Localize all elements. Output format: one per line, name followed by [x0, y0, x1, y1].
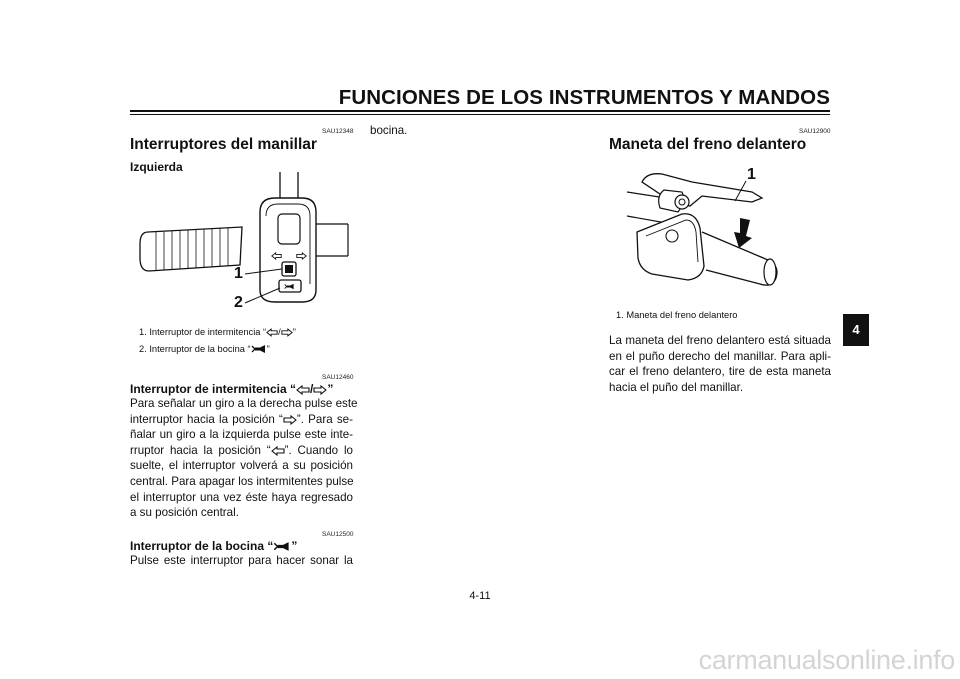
heading-text: Interruptor de intermitencia “ — [130, 382, 297, 396]
figure-callout-1: 1 — [747, 166, 756, 183]
section-title: Maneta del freno delantero — [609, 136, 807, 153]
line-text: rruptor hacia la posición “ — [130, 443, 271, 457]
section-code: SAU12348 — [322, 128, 354, 135]
section-subtitle: Izquierda — [130, 160, 183, 174]
paragraph-line: car el freno delantero, tire de esta maneta — [609, 365, 831, 379]
paragraph-line — [130, 443, 353, 459]
continued-text — [370, 123, 407, 139]
heading-text: ” — [291, 539, 298, 553]
paragraph-line: bocina. — [370, 124, 408, 137]
turn-right-arrow-icon — [283, 415, 297, 425]
caption-separator: / — [278, 327, 281, 337]
turn-left-arrow-icon — [266, 328, 278, 337]
figure-caption: 1. Maneta del freno delantero — [616, 310, 738, 320]
watermark: carmanualsonline.info — [698, 645, 955, 675]
paragraph-line: La maneta del freno delantero está situada — [609, 334, 831, 347]
section-title: Interruptores del manillar — [130, 136, 317, 153]
header-rule-thin — [130, 114, 830, 115]
turn-right-arrow-icon — [313, 385, 327, 395]
front-brake-paragraph — [609, 333, 831, 395]
caption-text: ” — [266, 344, 270, 354]
heading-separator: / — [310, 382, 314, 396]
line-text: interruptor hacia la posición “ — [130, 412, 283, 426]
down-arrow-icon — [734, 218, 752, 248]
figure-caption-2 — [139, 344, 270, 354]
paragraph-line: suelte, el interruptor volverá a su posición — [130, 459, 353, 473]
horn-paragraph — [130, 553, 353, 569]
chapter-tab: 4 — [843, 314, 869, 346]
horn-icon — [251, 344, 267, 354]
line-text: ”. Cuando lo — [284, 443, 353, 457]
horn-icon — [273, 541, 291, 552]
paragraph-line: central. Para apagar los intermitentes pulse — [130, 474, 354, 488]
turn-left-arrow-icon — [271, 446, 285, 456]
header-rule — [130, 110, 830, 112]
front-brake-lever-illustration — [612, 162, 837, 297]
paragraph-line: en el puño derecho del manillar. Para apli- — [609, 349, 831, 363]
figure-caption-1 — [139, 327, 296, 337]
turn-left-arrow-icon — [296, 385, 310, 395]
paragraph-line: el interruptor una vez éste haya regresado — [130, 490, 353, 504]
section-code: SAU12460 — [322, 374, 354, 381]
paragraph-line: hacia el puño del manillar. — [609, 380, 744, 394]
paragraph-line: Para señalar un giro a la derecha pulse este — [130, 397, 358, 410]
turn-signal-paragraph — [130, 396, 358, 521]
section-code: SAU12900 — [799, 128, 831, 135]
figure-callout-2: 2 — [234, 294, 243, 311]
heading-text: Interruptor de la bocina “ — [130, 539, 274, 553]
paragraph-line: Pulse este interruptor para hacer sonar la — [130, 554, 353, 567]
figure-callout-1: 1 — [234, 265, 243, 282]
paragraph-line — [130, 412, 353, 428]
turn-signal-heading — [130, 382, 333, 396]
paragraph-line: a su posición central. — [130, 506, 239, 520]
paragraph-line: ñalar un giro a la izquierda pulse este inte- — [130, 428, 353, 442]
caption-text: ” — [292, 327, 296, 337]
page-header-title: FUNCIONES DE LOS INSTRUMENTOS Y MANDOS — [338, 86, 830, 109]
caption-text: 2. Interruptor de la bocina “ — [139, 344, 251, 354]
horn-heading — [130, 539, 297, 553]
page-number: 4-11 — [469, 590, 491, 602]
caption-text: 1. Interruptor de intermitencia “ — [139, 327, 267, 337]
line-text: ”. Para se- — [296, 412, 353, 426]
heading-text: ” — [327, 382, 334, 396]
turn-right-arrow-icon — [281, 328, 293, 337]
section-code: SAU12500 — [322, 531, 354, 538]
